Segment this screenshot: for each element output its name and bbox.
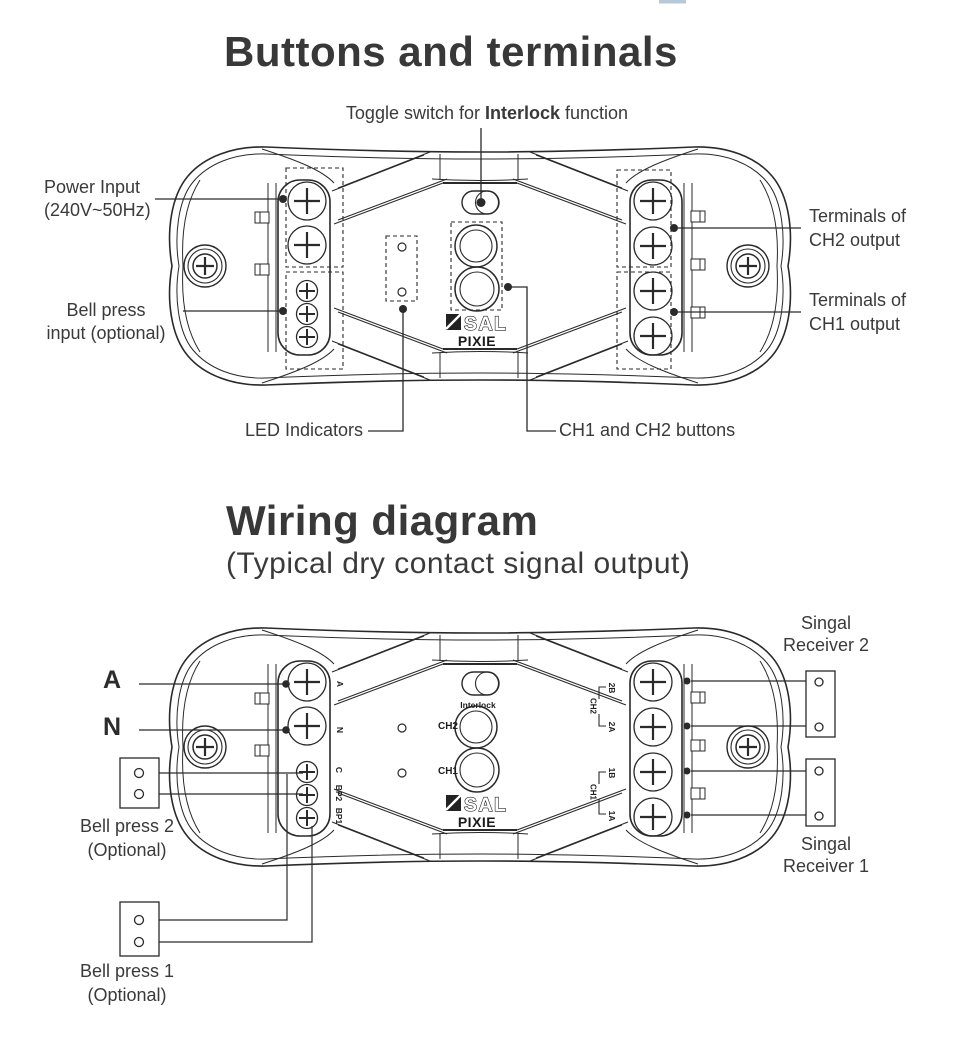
ch1-ch2-buttons-label: CH1 and CH2 buttons [559, 420, 736, 440]
model-name-top: PIXIE [457, 333, 497, 349]
cropped-graphic-sliver [659, 0, 686, 4]
neutral-wire-label: N [103, 713, 122, 741]
channel-group-brackets [599, 687, 606, 814]
ch1-button-label: CH1 [437, 766, 458, 777]
terminal-mark-2a: 2A [607, 721, 617, 733]
interlock-print-label: Interlock [460, 700, 496, 710]
toggle-caption-suffix: function [560, 103, 629, 123]
led-dashed-box [386, 236, 417, 301]
bell-press-2-label: Bell press 2 (Optional) [79, 816, 175, 860]
device-illustration-top [170, 147, 791, 385]
terminal-mark-n: N [335, 726, 345, 734]
terminal-mark-bp1: BP1 [334, 807, 344, 825]
toggle-caption-prefix: Toggle switch for [345, 103, 485, 123]
terminal-mark-1a: 1A [607, 810, 617, 822]
bell-press-2-box [120, 758, 159, 808]
brand-logo-bottom: SAL [464, 794, 508, 816]
terminals-ch1-label: Terminals of CH1 output [809, 290, 907, 334]
power-input-label: Power Input (240V~50Hz) [44, 177, 151, 220]
ch1-group-label: CH1 [588, 783, 598, 801]
signal-receiver-2-label: Singal Receiver 2 [782, 613, 870, 655]
bell-press-input-label: Bell press input (optional) [46, 300, 166, 343]
terminals-ch2-label: Terminals of CH2 output [809, 206, 907, 250]
device-illustration-bottom [170, 628, 791, 866]
wiring-subtitle: (Typical dry contact signal output) [226, 547, 691, 580]
terminal-mark-bp2: BP2 [334, 784, 344, 802]
active-wire-label: A [103, 666, 122, 694]
ch2-button-label: CH2 [437, 721, 458, 732]
led-indicators-label: LED Indicators [244, 420, 363, 440]
section-title-buttons-terminals: Buttons and terminals [224, 28, 678, 75]
terminal-mark-1b: 1B [607, 767, 617, 779]
signal-receiver-1-label: Singal Receiver 1 [782, 834, 870, 876]
ch2-group-label: CH2 [588, 697, 598, 715]
brand-logo-top: SAL [464, 313, 508, 335]
toggle-switch-caption [287, 102, 687, 125]
ch1-group-bracket [599, 772, 606, 814]
section-title-wiring-diagram: Wiring diagram [226, 497, 539, 544]
terminal-mark-2b: 2B [607, 682, 617, 694]
terminal-mark-a: A [335, 680, 345, 688]
bell-press-1-box [120, 902, 159, 956]
terminal-mark-c: C [334, 766, 344, 774]
toggle-caption-interlock: Interlock [484, 103, 561, 123]
model-name-bottom: PIXIE [457, 814, 497, 830]
bell-press-1-label: Bell press 1 (Optional) [79, 961, 175, 1005]
